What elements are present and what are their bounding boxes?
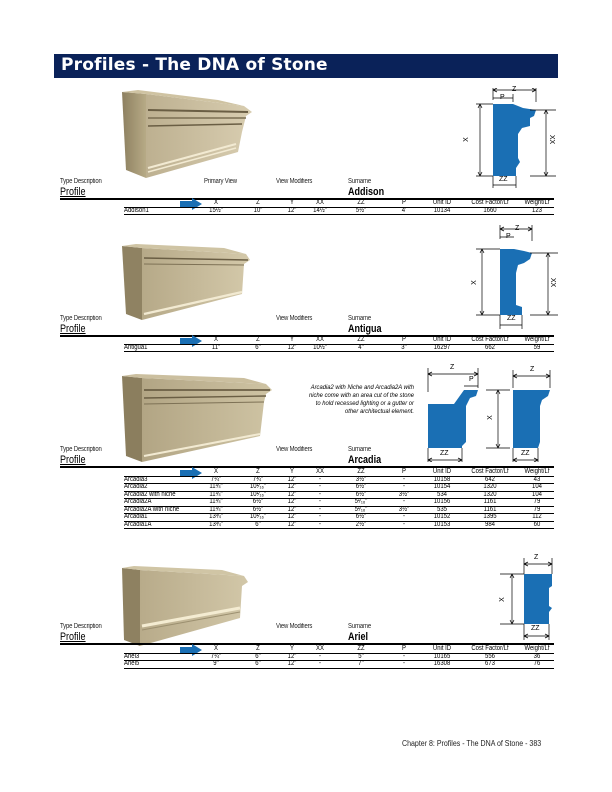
z-label: Z: [450, 364, 455, 371]
type-description-label: Type Description: [60, 178, 102, 185]
page-title: Profiles - The DNA of Stone: [61, 55, 328, 75]
z-label: Z: [512, 86, 517, 93]
surname-ariel: Ariel: [348, 631, 369, 643]
profile-label: Profile: [60, 631, 86, 643]
type-description-label: Type Description: [60, 315, 102, 322]
type-description-label: Type Description: [60, 446, 102, 453]
view-modifiers-label: View Modifiers: [276, 623, 313, 630]
table-row: Arcadia1 13¾" 10¹⁄₁₆" 12" - 6½" - 10152 1395 112: [124, 514, 554, 522]
table-row: Arcadia2A 11¾" 6½" 12" - 5¹⁄₁₆" - 10156 1161 79: [124, 499, 554, 507]
profile-label: Profile: [60, 323, 86, 335]
surname-arcadia: Arcadia: [348, 454, 382, 466]
arcadia-spec-table: [124, 469, 554, 529]
arcadia-niche-note: Arcadia2 with Niche and Arcadia2A with niche come with an area cut of the stone to hold recessed lighting or a gutter or other architectual element.: [308, 384, 414, 415]
table-header: X Z Y XX ZZ P Unit ID Cost Factor/Lf Weight/Lf: [124, 469, 554, 477]
addison-spec-table: [124, 200, 554, 215]
page-title-banner: [54, 54, 558, 78]
table-row: Ariel3 7¼" 6" 12" - 5" - 10165 556 36: [124, 654, 554, 662]
profile-label: Profile: [60, 186, 86, 198]
page-footer: Chapter 8: Profiles - The DNA of Stone - 383: [402, 739, 542, 748]
table-row: Addison1 15½" 10" 12" 14½" 5½" 4' 10134 1660 123: [124, 208, 554, 216]
xx-label: XX: [548, 134, 556, 145]
ariel-profile-diagram: [494, 556, 558, 645]
table-row: Antigua1 11" 6" 12" 10½" 4" 3" 16297 662 59: [124, 345, 554, 353]
surname-addison: Addison: [348, 186, 385, 198]
zz-label: ZZ: [440, 450, 449, 457]
antigua-stone-image: [118, 240, 258, 322]
view-modifiers-label: View Modifiers: [276, 446, 313, 453]
surname-label: Surname: [348, 623, 371, 630]
arcadia-stone-image: [118, 372, 278, 464]
antigua-profile-diagram: [470, 225, 560, 335]
table-header: X Z Y XX ZZ P Unit ID Cost Factor/Lf Weight/Lf: [124, 200, 554, 208]
table-row: Arcadia2 11¾" 10¹⁄₁₆" 12" - 6½" - 10154 1320 104: [124, 484, 554, 492]
surname-antigua: Antigua: [348, 323, 382, 335]
table-row: Arcadia3 7¼" 7¾" 12" - 3½" - 10158 642 43: [124, 477, 554, 485]
x-label: X: [462, 137, 470, 142]
zz-label: ZZ: [499, 176, 508, 183]
table-row: Arcadia1A 13¾" 6" 12" - 2½" - 10153 984 60: [124, 522, 554, 530]
table-header: X Z Y XX ZZ P Unit ID Cost Factor/Lf Weight/Lf: [124, 337, 554, 345]
x-label: X: [486, 415, 494, 420]
table-row: Ariel5 9" 6" 12" - 7" - 16308 673 76: [124, 661, 554, 669]
zz-label: ZZ: [531, 625, 540, 632]
x-label: X: [470, 280, 478, 285]
view-modifiers-label: View Modifiers: [276, 315, 313, 322]
arcadia-niche-profile-diagram: [420, 362, 560, 467]
ariel-spec-table: [124, 646, 554, 669]
z-label: Z: [534, 554, 539, 561]
p-label: P: [469, 376, 474, 383]
p-label: P: [506, 233, 511, 240]
z-label: Z: [515, 225, 520, 232]
x-label: X: [498, 597, 506, 602]
z-label: Z: [530, 366, 535, 373]
primary-view-label: Primary View: [204, 178, 237, 185]
addison-profile-diagram: [458, 88, 558, 193]
profile-label: Profile: [60, 454, 86, 466]
ariel-stone-image: [118, 562, 258, 648]
p-label: P: [500, 94, 505, 101]
surname-label: Surname: [348, 446, 371, 453]
table-header: X Z Y XX ZZ P Unit ID Cost Factor/Lf Weight/Lf: [124, 646, 554, 654]
table-row: Arcadia2 with niche 11¾" 10¹⁄₁₆" 12" - 6½" 3½" 534 1320 104: [124, 492, 554, 500]
xx-label: XX: [549, 277, 557, 288]
type-description-label: Type Description: [60, 623, 102, 630]
surname-label: Surname: [348, 315, 371, 322]
antigua-spec-table: [124, 337, 554, 352]
zz-label: ZZ: [507, 315, 516, 322]
zz-label: ZZ: [521, 450, 530, 457]
view-modifiers-label: View Modifiers: [276, 178, 313, 185]
table-row: Arcadia2A with niche 11¾" 6½" 12" - 5¹⁄₁₆" 3½" 535 1161 79: [124, 507, 554, 515]
surname-label: Surname: [348, 178, 371, 185]
addison-stone-image: [118, 88, 258, 180]
